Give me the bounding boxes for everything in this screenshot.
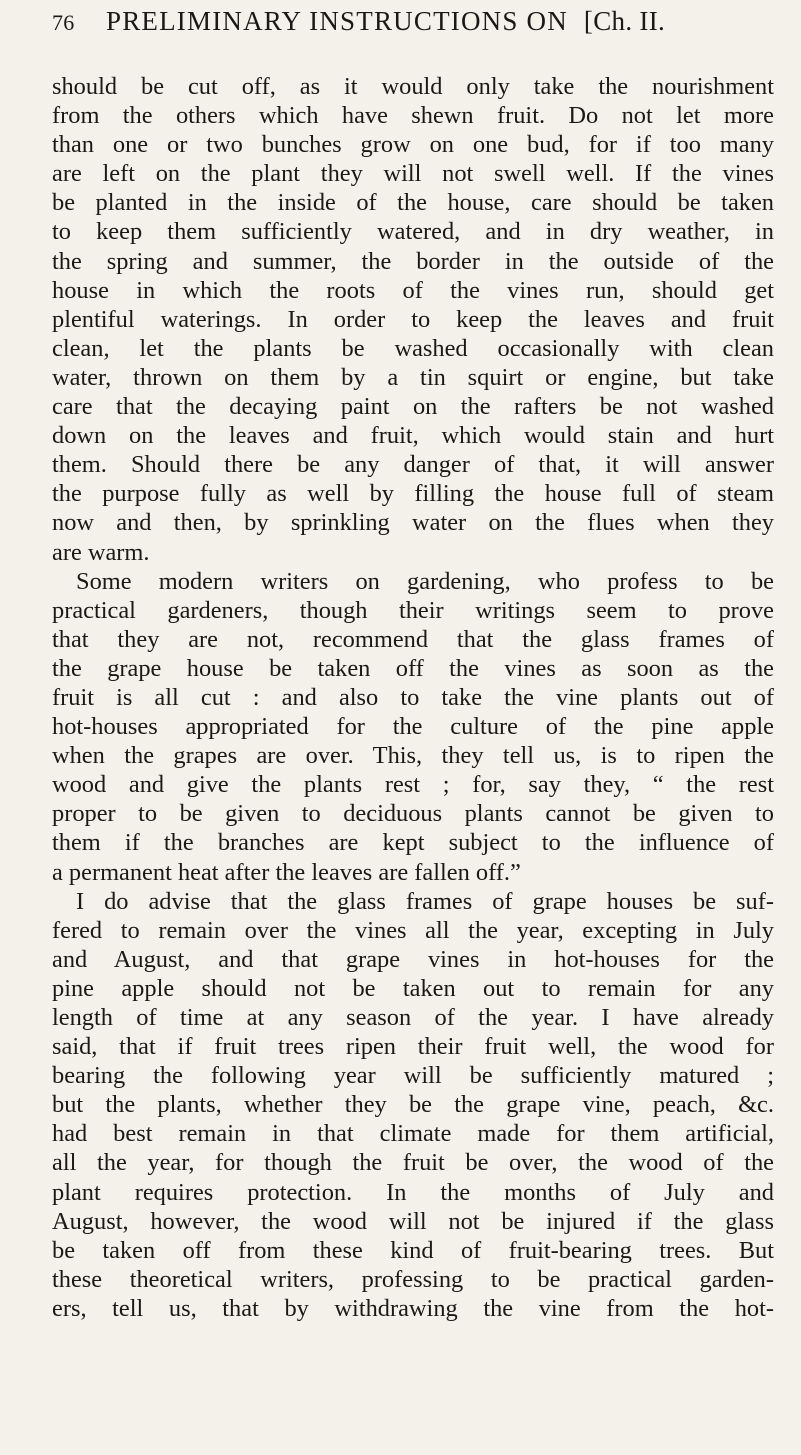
running-title: PRELIMINARY INSTRUCTIONS ON xyxy=(106,6,568,36)
text-line: all the year, for though the fruit be over, the wood of the xyxy=(52,1149,774,1177)
text-line: when the grapes are over. This, they tell us, is to ripen the xyxy=(52,742,774,770)
text-line: August, however, the wood will not be injured if the glass xyxy=(52,1207,774,1235)
text-line: the grape house be taken off the vines as soon as the xyxy=(52,654,774,682)
text-line: are warm. xyxy=(52,538,150,566)
text-line: them if the branches are kept subject to the influence of xyxy=(52,829,774,857)
text-line: are left on the plant they will not swell well. If the vines xyxy=(52,160,774,188)
body-text xyxy=(52,72,774,1323)
text-line: proper to be given to deciduous plants cannot be given to xyxy=(52,800,774,828)
text-line: them. Should there be any danger of that, it will answer xyxy=(52,451,774,479)
text-line: plant requires protection. In the months of July and xyxy=(52,1178,774,1206)
text-line: care that the decaying paint on the rafters be not washed xyxy=(52,393,774,421)
text-line: these theoretical writers, professing to be practical garden- xyxy=(52,1265,774,1293)
text-line: and August, and that grape vines in hot-houses for the xyxy=(52,945,774,973)
text-line: had best remain in that climate made for them artificial, xyxy=(52,1120,774,1148)
page-number: 76 xyxy=(52,10,75,35)
text-line: but the plants, whether they be the grape vine, peach, &c. xyxy=(52,1091,774,1119)
text-line: fered to remain over the vines all the year, excepting in July xyxy=(52,916,774,944)
text-line: the purpose fully as well by filling the house full of steam xyxy=(52,480,774,508)
text-line: be planted in the inside of the house, care should be taken xyxy=(52,189,774,217)
text-line: hot-houses appropriated for the culture of the pine apple xyxy=(52,713,774,741)
text-line: now and then, by sprinkling water on the flues when they xyxy=(52,509,774,537)
text-line: wood and give the plants rest ; for, say they, “ the rest xyxy=(52,771,774,799)
text-line: to keep them sufficiently watered, and in dry weather, in xyxy=(52,218,774,246)
text-line: fruit is all cut : and also to take the vine plants out of xyxy=(52,683,774,711)
text-line: from the others which have shewn fruit. Do not let more xyxy=(52,102,774,130)
text-line: a permanent heat after the leaves are fallen off.” xyxy=(52,858,521,886)
text-line: I do advise that the glass frames of grape houses be suf- xyxy=(76,887,774,915)
chapter-reference: [Ch. II. xyxy=(583,6,666,36)
text-line: that they are not, recommend that the glass frames of xyxy=(52,625,774,653)
text-line: ers, tell us, that by withdrawing the vine from the hot- xyxy=(52,1294,774,1322)
text-line: practical gardeners, though their writings seem to prove xyxy=(52,596,774,624)
text-line: bearing the following year will be sufficiently matured ; xyxy=(52,1062,774,1090)
text-line: plentiful waterings. In order to keep the leaves and fruit xyxy=(52,305,774,333)
text-line: the spring and summer, the border in the outside of the xyxy=(52,247,774,275)
text-line: clean, let the plants be washed occasionally with clean xyxy=(52,334,774,362)
text-line: pine apple should not be taken out to remain for any xyxy=(52,974,774,1002)
text-line: house in which the roots of the vines run, should get xyxy=(52,276,774,304)
running-head xyxy=(52,6,773,46)
text-line: than one or two bunches grow on one bud, for if too many xyxy=(52,131,774,159)
text-line: should be cut off, as it would only take the nourishment xyxy=(52,73,774,100)
text-line: length of time at any season of the year. I have already xyxy=(52,1004,774,1031)
text-line: water, thrown on them by a tin squirt or engine, but take xyxy=(52,363,774,391)
text-line: Some modern writers on gardening, who profess to be xyxy=(76,567,774,595)
text-line: be taken off from these kind of fruit-bearing trees. But xyxy=(52,1236,774,1264)
text-line: said, that if fruit trees ripen their fruit well, the wood for xyxy=(52,1033,774,1061)
text-line: down on the leaves and fruit, which would stain and hurt xyxy=(52,422,774,450)
